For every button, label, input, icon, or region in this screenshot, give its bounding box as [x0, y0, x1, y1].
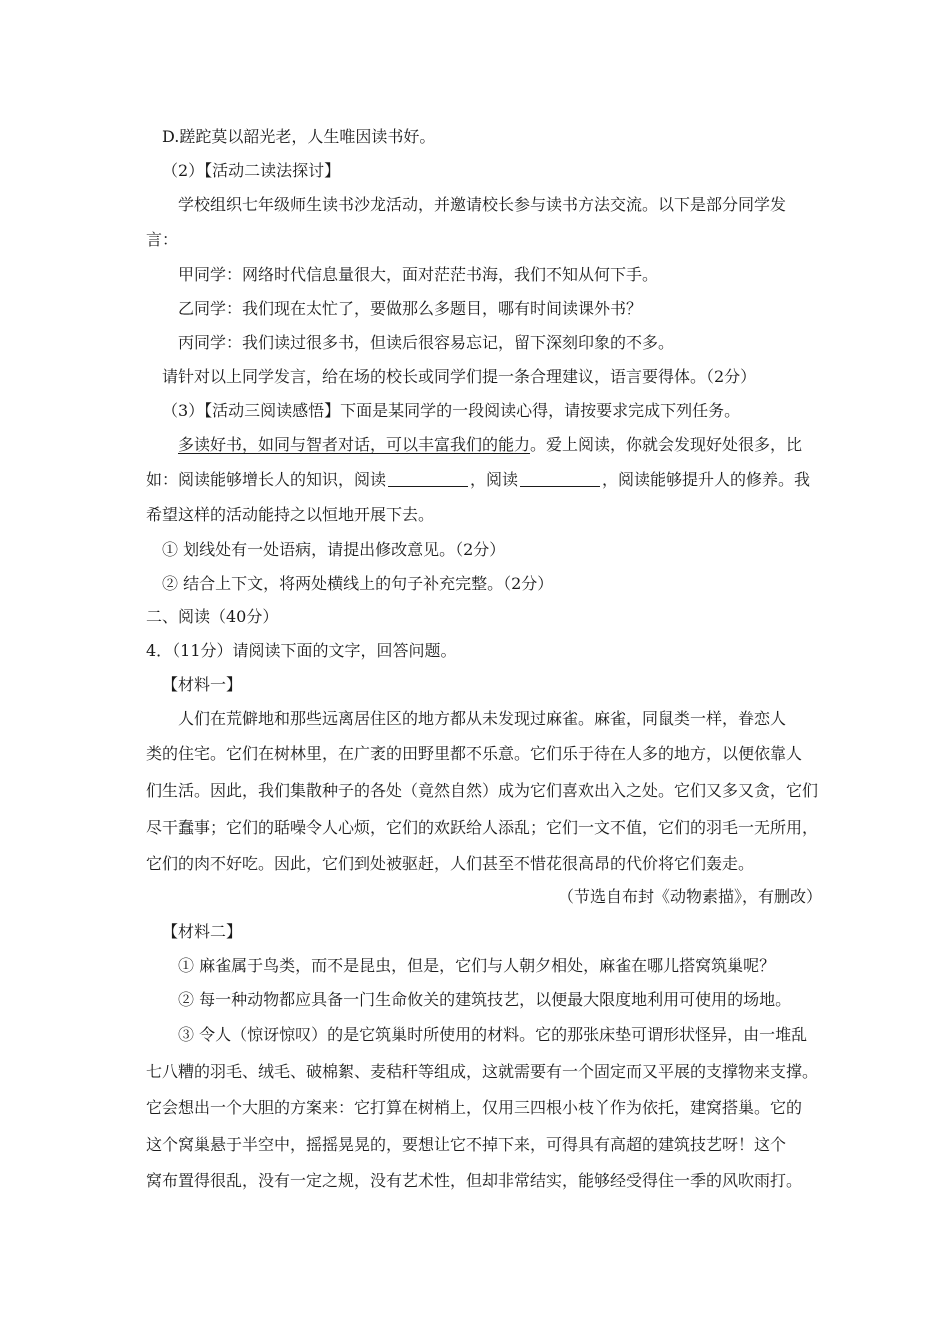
material-2-paragraph-3-line-1: ③ 令人（惊讶惊叹）的是它筑巢时所使用的材料。它的那张床垫可谓形状怪异，由一堆乱 [178, 1025, 808, 1044]
student-jia-statement: 甲同学：网络时代信息量很大，面对茫茫书海，我们不知从何下手。 [178, 265, 659, 284]
section-2-heading: 二、阅读（40分） [146, 607, 279, 626]
paragraph-text: 如：阅读能够增长人的知识，阅读 [146, 470, 387, 489]
fill-blank-1[interactable] [388, 470, 468, 487]
material-2-paragraph-1: ① 麻雀属于鸟类，而不是昆虫，但是，它们与人朝夕相处，麻雀在哪儿搭窝筑巢呢？ [178, 956, 776, 975]
material-2-paragraph-3-line-4: 这个窝巢悬于半空中，摇摇晃晃的，要想让它不掉下来，可得具有高超的建筑技艺呀！这个 [146, 1135, 787, 1154]
material-1-line-1: 人们在荒僻地和那些远离居住区的地方都从未发现过麻雀。麻雀，同鼠类一样，眷恋人 [178, 709, 787, 728]
student-bing-statement: 丙同学：我们读过很多书，但读后很容易忘记，留下深刻印象的不多。 [178, 333, 675, 352]
paragraph-text: 。爱上阅读，你就会发现好处很多，比 [530, 435, 803, 454]
activity-3-title: （3）【活动三阅读感悟】下面是某同学的一段阅读心得，请按要求完成下列任务。 [162, 401, 741, 420]
material-2-paragraph-3-line-5: 窝布置得很乱，没有一定之规，没有艺术性，但却非常结实，能够经受得住一季的风吹雨打。 [146, 1171, 803, 1190]
material-1-line-3: 们生活。因此，我们集散种子的各处（竟然自然）成为它们喜欢出入之处。它们又多又贪，它们 [146, 781, 819, 800]
student-yi-statement: 乙同学：我们现在太忙了，要做那么多题目，哪有时间读课外书？ [178, 299, 643, 318]
question-4: 4．（11分）请阅读下面的文字，回答问题。 [146, 641, 457, 660]
material-1-line-5: 它们的肉不好吃。因此，它们到处被驱赶，人们甚至不惜花很高昂的代价将它们轰走。 [146, 854, 755, 873]
activity-3-paragraph-line-3: 希望这样的活动能持之以恒地开展下去。 [146, 505, 435, 524]
material-1-line-2: 类的住宅。它们在树林里，在广袤的田野里都不乐意。它们乐于待在人多的地方，以便依靠人 [146, 744, 803, 763]
paragraph-text: ，阅读能够提升人的修养。我 [602, 470, 811, 489]
activity-2-task: 请针对以上同学发言，给在场的校长或同学们提一条合理建议，语言要得体。（2分） [162, 367, 757, 386]
paragraph-text: ，阅读 [470, 470, 519, 489]
material-2-paragraph-3-line-2: 七八糟的羽毛、绒毛、破棉絮、麦秸秆等组成，这就需要有一个固定而又平展的支撑物来支撑。 [146, 1062, 819, 1081]
underlined-sentence: 多读好书，如同与智者对话，可以丰富我们的能力 [178, 435, 531, 454]
activity-3-paragraph-line-1 [178, 434, 802, 456]
activity-2-intro-line-2: 言： [146, 230, 179, 249]
task-2: ② 结合上下文，将两处横线上的句子补充完整。（2分） [162, 574, 554, 593]
option-d: D.蹉跎莫以韶光老，人生唯因读书好。 [162, 127, 436, 146]
fill-blank-2[interactable] [520, 470, 600, 487]
task-1: ① 划线处有一处语病，请提出修改意见。（2分） [162, 540, 506, 559]
material-1-source: （节选自布封《动物素描》，有删改） [557, 887, 822, 906]
material-2-paragraph-2: ② 每一种动物都应具备一门生命攸关的建筑技艺，以便最大限度地利用可使用的场地。 [178, 990, 792, 1009]
material-2-paragraph-3-line-3: 它会想出一个大胆的方案来：它打算在树梢上，仅用三四根小枝丫作为依托，建窝搭巢。它的 [146, 1098, 803, 1117]
activity-2-title: （2）【活动二读法探讨】 [162, 161, 341, 180]
material-1-line-4: 尽干蠢事；它们的聒噪令人心烦，它们的欢跃给人添乱；它们一文不值，它们的羽毛一无所用， [146, 818, 819, 837]
activity-2-intro-line-1: 学校组织七年级师生读书沙龙活动，并邀请校长参与读书方法交流。以下是部分同学发 [178, 195, 787, 214]
activity-3-paragraph-line-2 [146, 469, 810, 491]
material-2-title: 【材料二】 [162, 922, 243, 941]
material-1-title: 【材料一】 [162, 675, 243, 694]
